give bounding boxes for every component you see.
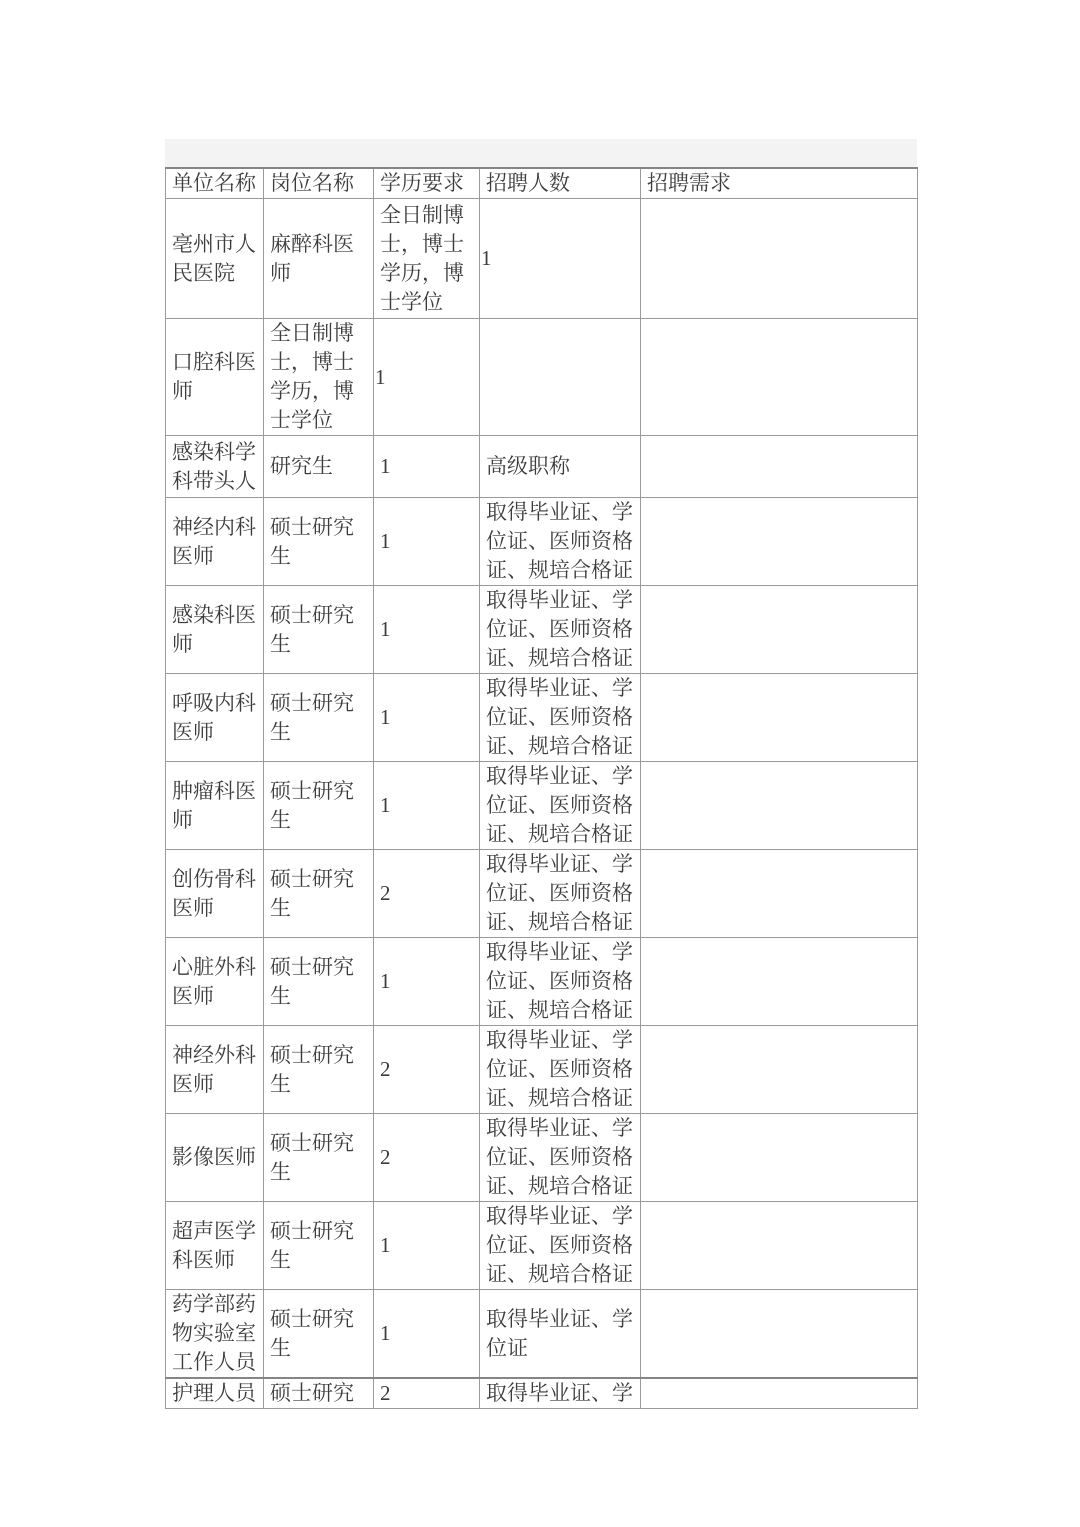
table-cell	[480, 319, 641, 436]
table-cell-text: 2	[380, 1145, 391, 1169]
table-cell-text: 2	[380, 881, 391, 905]
table-cell-text: 1	[380, 529, 391, 553]
table-cell	[264, 1290, 374, 1379]
table-row	[166, 938, 918, 1026]
table-cell-text: 取得毕业证、学位证	[486, 1306, 633, 1360]
table-cell-text: 神经外科医师	[172, 1042, 256, 1096]
table-cell-text: 亳州市人民医院	[172, 231, 256, 285]
table-cell	[166, 1202, 264, 1290]
table-cell	[264, 674, 374, 762]
table-cell-text: 硕士研究生	[270, 690, 354, 744]
table-cell-text: 2	[380, 1057, 391, 1081]
table-cell-text: 硕士研究生	[270, 1218, 354, 1272]
table-cell	[166, 1378, 264, 1409]
table-cell	[264, 436, 374, 498]
table-cell	[641, 1026, 918, 1114]
table-cell-text: 肿瘤科医师	[172, 778, 256, 832]
table-row	[166, 319, 918, 436]
table-cell-text: 硕士研究生	[270, 778, 354, 832]
table-cell	[374, 1026, 480, 1114]
table-cell-text: 取得毕业证、学位证、医师资格证、规培合格证	[486, 764, 633, 846]
table-cell	[480, 1290, 641, 1379]
table-cell	[166, 1026, 264, 1114]
table-cell-text: 2	[380, 1381, 391, 1405]
table-cell-text: 创伤骨科医师	[172, 866, 256, 920]
table-cell	[480, 498, 641, 586]
table-cell	[374, 1378, 480, 1409]
table-cell	[166, 319, 264, 436]
table-cell	[641, 436, 918, 498]
table-cell-text: 取得毕业证、学位证、医师资格证、规培合格证	[486, 676, 633, 758]
table-row	[166, 1026, 918, 1114]
table-cell	[374, 1290, 480, 1379]
table-cell	[374, 586, 480, 674]
table-cell	[166, 586, 264, 674]
table-cell	[641, 1290, 918, 1379]
table-cell	[641, 762, 918, 850]
table-row	[166, 1114, 918, 1202]
table-cell	[264, 1378, 374, 1409]
table-row	[166, 762, 918, 850]
table-cell-text: 硕士研究	[270, 1381, 354, 1405]
table-cell	[480, 1026, 641, 1114]
table-cell	[166, 938, 264, 1026]
table-cell	[641, 938, 918, 1026]
table-cell	[641, 319, 918, 436]
table-cell-text: 取得毕业证、学位证、医师资格证、规培合格证	[486, 588, 633, 670]
header-cell-position-name: 岗位名称	[264, 168, 374, 199]
table-cell	[374, 319, 480, 436]
table-cell	[374, 1114, 480, 1202]
table-cell	[480, 850, 641, 938]
table-cell	[641, 1378, 918, 1409]
table-cell-text: 护理人员	[172, 1381, 256, 1405]
table-cell	[480, 586, 641, 674]
table-cell-text: 麻醉科医师	[270, 231, 354, 285]
table-cell	[480, 1202, 641, 1290]
table-cell-text: 影像医师	[172, 1145, 256, 1169]
table-cell	[480, 1114, 641, 1202]
table-header	[166, 168, 918, 199]
table-body	[166, 199, 918, 1409]
table-cell-text: 1	[481, 246, 492, 270]
table-cell	[374, 1202, 480, 1290]
table-cell	[264, 498, 374, 586]
table-cell	[166, 1114, 264, 1202]
table-cell-text: 1	[380, 454, 391, 478]
table-cell	[374, 199, 480, 319]
table-row	[166, 199, 918, 319]
table-cell	[166, 498, 264, 586]
table-cell-text: 1	[380, 617, 391, 641]
table-cell	[374, 762, 480, 850]
table-cell-text: 1	[380, 705, 391, 729]
table-cell	[264, 1026, 374, 1114]
table-cell-text: 药学部药物实验室工作人员	[172, 1292, 256, 1374]
table-cell	[374, 436, 480, 498]
table-cell	[264, 319, 374, 436]
table-row	[166, 586, 918, 674]
table-cell	[374, 850, 480, 938]
header-cell-requirements: 招聘需求	[641, 168, 918, 199]
header-cell-headcount: 招聘人数	[480, 168, 641, 199]
table-cell	[374, 938, 480, 1026]
table-cell-text: 心脏外科医师	[172, 954, 256, 1008]
table-row	[166, 1202, 918, 1290]
table-cell-text: 硕士研究生	[270, 602, 354, 656]
table-cell-text: 硕士研究生	[270, 954, 354, 1008]
table-cell-text: 取得毕业证、学位证、医师资格证、规培合格证	[486, 1204, 633, 1286]
header-cell-education: 学历要求	[374, 168, 480, 199]
table-cell	[480, 762, 641, 850]
table-cell-text: 1	[380, 969, 391, 993]
table-cell	[264, 1202, 374, 1290]
table-cell	[166, 436, 264, 498]
table-cell	[641, 674, 918, 762]
table-cell	[641, 498, 918, 586]
table-cell	[641, 586, 918, 674]
table-row	[166, 1378, 918, 1409]
table-cell	[166, 674, 264, 762]
table-cell	[480, 1378, 641, 1409]
table-cell	[264, 850, 374, 938]
table-cell	[166, 762, 264, 850]
table-cell-text: 呼吸内科医师	[172, 690, 256, 744]
table-row	[166, 1290, 918, 1379]
recruitment-table	[165, 167, 918, 1409]
table-cell-text: 感染科医师	[172, 602, 256, 656]
table-cell-text: 口腔科医师	[172, 350, 256, 403]
table-cell	[641, 199, 918, 319]
table-cell	[480, 199, 641, 319]
table-cell	[641, 1202, 918, 1290]
table-cell-text: 研究生	[270, 454, 333, 478]
table-cell	[166, 1290, 264, 1379]
table-row	[166, 436, 918, 498]
table-cell	[264, 199, 374, 319]
table-cell-text: 1	[375, 364, 386, 389]
table-cell-text: 1	[380, 793, 391, 817]
table-cell-text: 取得毕业证、学位证、医师资格证、规培合格证	[486, 940, 633, 1022]
table-cell-text: 取得毕业证、学位证、医师资格证、规培合格证	[486, 1116, 633, 1198]
table-cell-text: 全日制博士，博士学历，博士学位	[380, 202, 464, 314]
header-row	[166, 168, 918, 199]
table-cell-text: 硕士研究生	[270, 514, 354, 568]
table-cell	[264, 1114, 374, 1202]
table-cell-text: 取得毕业证、学	[486, 1381, 633, 1405]
table-cell	[480, 436, 641, 498]
table-cell	[166, 199, 264, 319]
table-cell-text: 硕士研究生	[270, 866, 354, 920]
table-cell	[374, 498, 480, 586]
table-row	[166, 674, 918, 762]
table-cell	[480, 938, 641, 1026]
table-row	[166, 850, 918, 938]
table-cell-text: 高级职称	[486, 454, 570, 478]
table-row	[166, 498, 918, 586]
table-cell-text: 取得毕业证、学位证、医师资格证、规培合格证	[486, 1028, 633, 1110]
table-cell	[166, 850, 264, 938]
table-cell-text: 取得毕业证、学位证、医师资格证、规培合格证	[486, 500, 633, 582]
table-cell-text: 1	[380, 1321, 391, 1345]
table-cell-text: 全日制博士，博士学历，博士学位	[270, 321, 354, 432]
table-cell	[641, 1114, 918, 1202]
header-cell-unit-name: 单位名称	[166, 168, 264, 199]
table-cell	[264, 938, 374, 1026]
table-cell-text: 硕士研究生	[270, 1042, 354, 1096]
table-cell	[374, 674, 480, 762]
table-cell-text: 硕士研究生	[270, 1306, 354, 1360]
table-cell-text: 神经内科医师	[172, 514, 256, 568]
table-cell	[480, 674, 641, 762]
table-cell	[641, 850, 918, 938]
table-cell-text: 1	[380, 1233, 391, 1257]
table-cell-text: 硕士研究生	[270, 1130, 354, 1184]
table-cell	[264, 762, 374, 850]
table-cell-text: 取得毕业证、学位证、医师资格证、规培合格证	[486, 852, 633, 934]
table-cell-text: 超声医学科医师	[172, 1218, 256, 1272]
table-top-strip	[165, 139, 917, 167]
table-cell	[264, 586, 374, 674]
table-cell-text: 感染科学科带头人	[172, 439, 256, 493]
